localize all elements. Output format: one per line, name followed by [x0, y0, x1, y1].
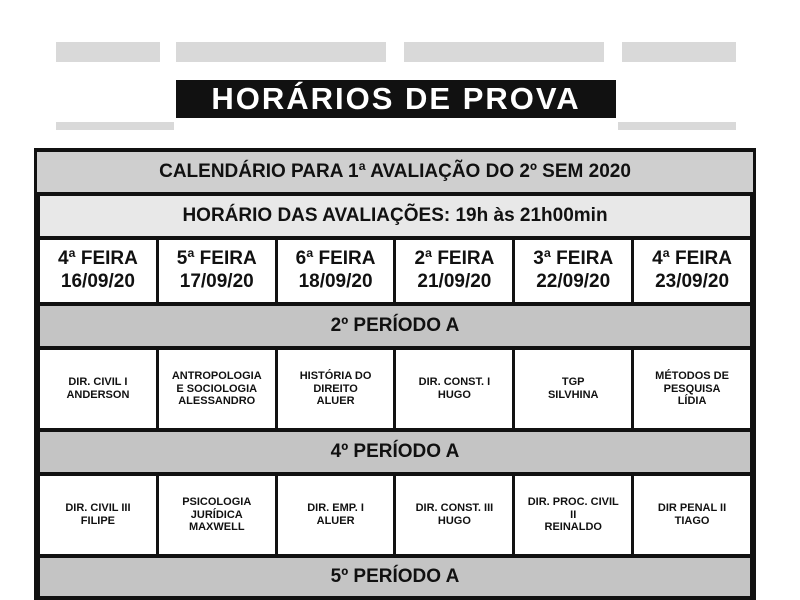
- day-weekday: 4ª FEIRA: [652, 248, 732, 270]
- day-weekday: 6ª FEIRA: [295, 248, 376, 270]
- header-band-mid2: [404, 42, 604, 62]
- days-row: [40, 240, 750, 302]
- day-date: 22/09/20: [536, 271, 611, 292]
- header-band-mid: [176, 42, 386, 62]
- exam-teacher: HUGO: [437, 515, 471, 527]
- exam-hours: HORÁRIO DAS AVALIAÇÕES: 19h às 21h00min: [40, 196, 750, 236]
- day-cell: [159, 240, 275, 302]
- exam-teacher: ALESSANDRO: [178, 395, 256, 408]
- exam-teacher: ALUER: [316, 515, 355, 527]
- period-header: 5º PERÍODO A: [40, 558, 750, 596]
- exam-subject: PESQUISA: [663, 382, 721, 395]
- exam-subject: DIR. CONST. III: [415, 502, 494, 515]
- exam-subject: DIREITO: [313, 382, 358, 395]
- exam-cell: [278, 476, 394, 554]
- exam-cell: [634, 476, 750, 554]
- exam-subject: TGP: [561, 376, 585, 389]
- day-date: 16/09/20: [60, 271, 135, 292]
- exam-subject: MÉTODOS DE: [655, 370, 729, 383]
- period-header: 2º PERÍODO A: [40, 306, 750, 346]
- exam-subject: DIR. CIVIL I: [68, 376, 128, 389]
- day-cell: [396, 240, 512, 302]
- page-title: HORÁRIOS DE PROVA: [176, 80, 616, 118]
- period-header: 4º PERÍODO A: [40, 432, 750, 472]
- exam-cell: [396, 350, 512, 428]
- exam-subject: DIR. EMP. I: [307, 502, 364, 515]
- day-cell: [515, 240, 631, 302]
- exam-teacher: ANDERSON: [66, 389, 130, 401]
- day-date: 17/09/20: [179, 271, 254, 292]
- exam-teacher: ALUER: [316, 395, 355, 408]
- exam-teacher: LÍDIA: [677, 395, 707, 408]
- day-weekday: 4ª FEIRA: [57, 248, 138, 270]
- exam-teacher: HUGO: [437, 389, 471, 401]
- header-band-right: [622, 42, 736, 62]
- exam-subject: PSICOLOGIA: [182, 496, 252, 509]
- exam-teacher: REINALDO: [544, 521, 602, 534]
- period-exams-row: [40, 476, 750, 554]
- day-weekday: 2ª FEIRA: [414, 248, 495, 270]
- exam-subject: ANTROPOLOGIA: [171, 370, 262, 383]
- exam-cell: [40, 350, 156, 428]
- exam-cell: [515, 476, 631, 554]
- exam-cell: [634, 350, 750, 428]
- exam-subject: DIR. PROC. CIVIL: [527, 496, 619, 509]
- day-weekday: 3ª FEIRA: [533, 248, 614, 270]
- exam-cell: [396, 476, 512, 554]
- exam-subject: DIR. CIVIL III: [65, 502, 131, 515]
- period-exams-row: [40, 350, 750, 428]
- exam-cell: [159, 350, 275, 428]
- day-date: 18/09/20: [298, 271, 373, 292]
- header-band-bottom-right: [618, 122, 736, 130]
- day-date: 21/09/20: [417, 271, 492, 292]
- exam-subject: JURÍDICA: [190, 508, 243, 521]
- exam-cell: [515, 350, 631, 428]
- exam-cell: [278, 350, 394, 428]
- exam-subject: E SOCIOLOGIA: [176, 382, 258, 395]
- day-cell: [40, 240, 156, 302]
- day-cell: [634, 240, 750, 302]
- exam-subject: II: [570, 508, 577, 521]
- exam-teacher: FILIPE: [80, 515, 116, 527]
- day-cell: [278, 240, 394, 302]
- exam-teacher: SILVHINA: [547, 389, 599, 401]
- header-band-bottom-left: [56, 122, 174, 130]
- exam-subject: HISTÓRIA DO: [299, 370, 372, 383]
- exam-subject: DIR PENAL II: [657, 502, 727, 515]
- exam-subject: DIR. CONST. I: [418, 376, 491, 389]
- day-weekday: 5ª FEIRA: [176, 248, 257, 270]
- exam-cell: [40, 476, 156, 554]
- header-band-left: [56, 42, 160, 62]
- day-date: 23/09/20: [655, 271, 730, 292]
- exam-teacher: MAXWELL: [188, 521, 245, 534]
- calendar-title: CALENDÁRIO PARA 1ª AVALIAÇÃO DO 2º SEM 2020: [37, 152, 753, 192]
- exam-cell: [159, 476, 275, 554]
- exam-teacher: TIAGO: [674, 515, 710, 527]
